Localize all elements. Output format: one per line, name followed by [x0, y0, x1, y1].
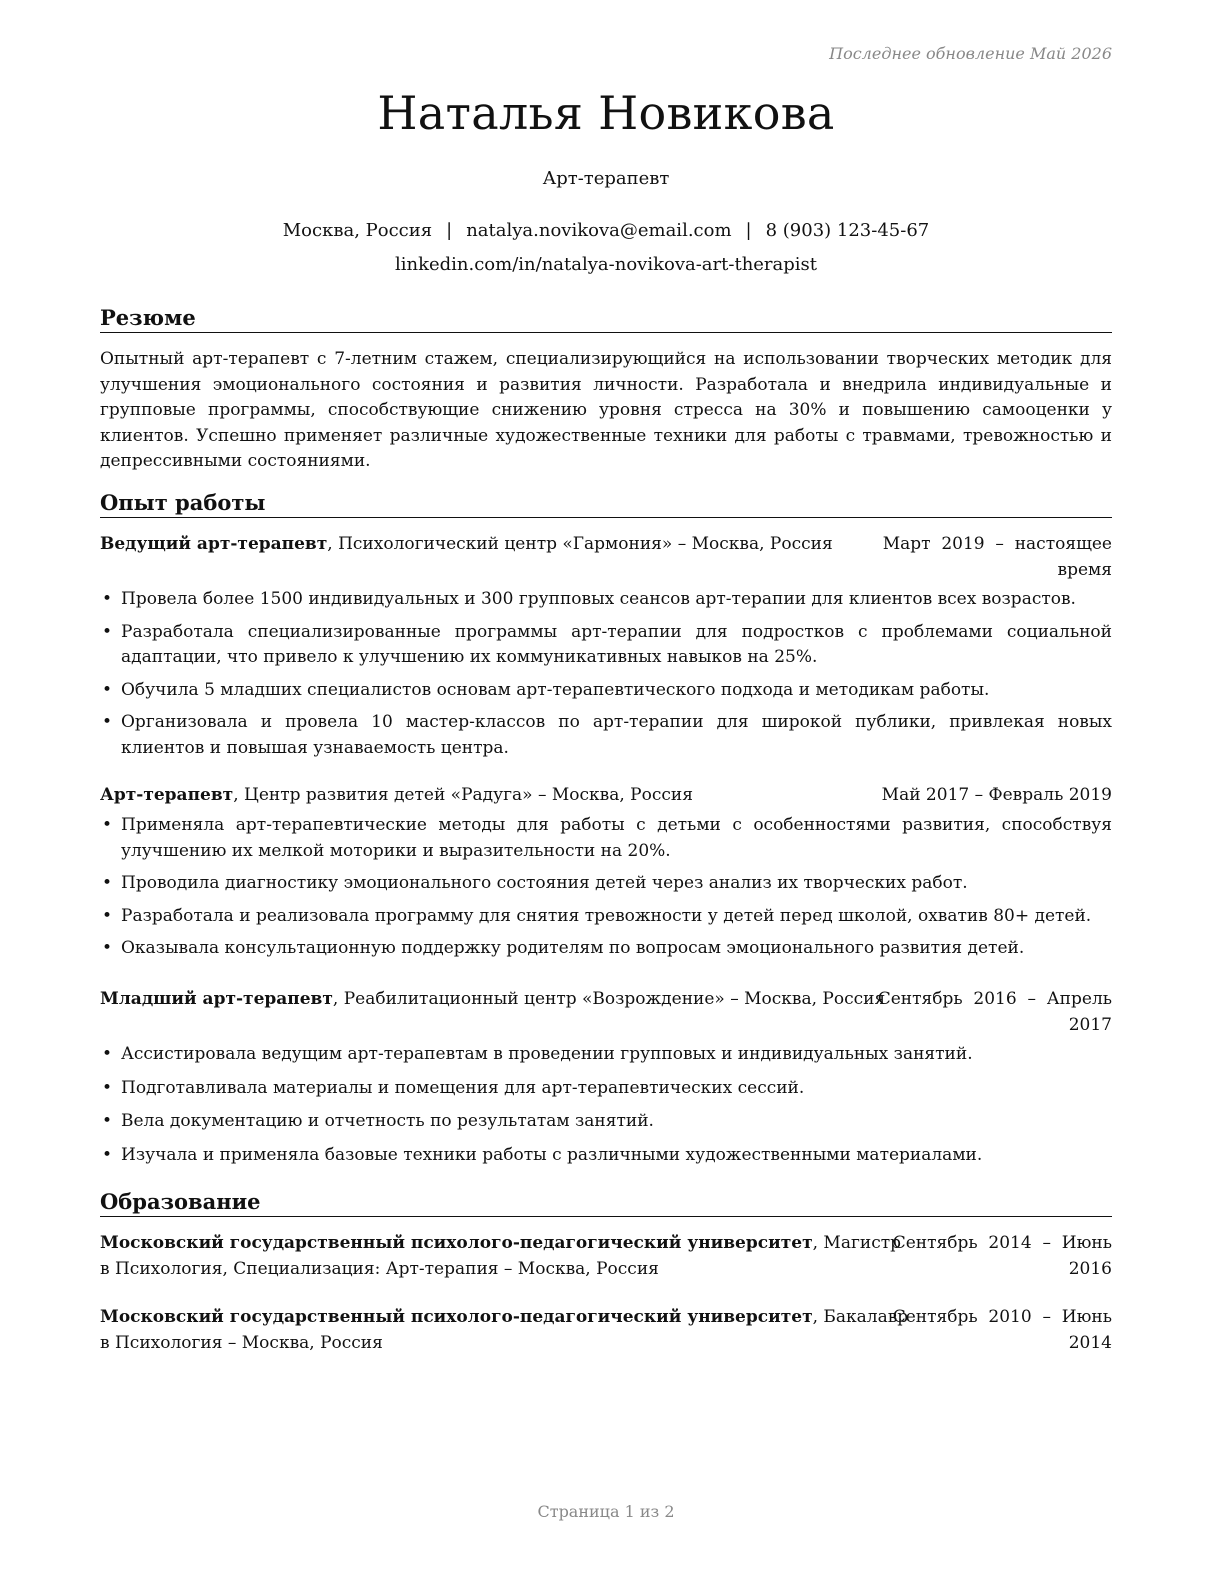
job-bullets — [100, 1042, 1112, 1168]
job-org: , Психологический центр «Гармония» – Москва, Россия — [327, 534, 833, 554]
education-dates — [893, 1231, 1112, 1282]
contact-line — [100, 220, 1112, 241]
job-dates-line: Май 2017 – Февраль 2019 — [881, 785, 1112, 805]
job-dates-line: 2017 — [1068, 1014, 1112, 1035]
job-dates-line: время — [1057, 559, 1112, 580]
education-dates-line: Сентябрь 2010 – Июнь — [892, 1307, 1112, 1327]
job-role-org — [100, 532, 833, 558]
job-header — [100, 987, 1112, 1039]
person-name: Наталья Новикова — [377, 86, 835, 140]
list-item: • Вела документацию и отчетность по результатам занятий. — [100, 1109, 1112, 1135]
job-role: Ведущий арт-терапевт — [100, 534, 328, 554]
list-item: • Провела более 1500 индивидуальных и 300 групповых сеансов арт-терапии для клиентов всех возрастов. — [100, 587, 1112, 613]
summary-text: Опытный арт-терапевт с 7-летним стажем, специализирующийся на использовании творческих методик для улучшения эмоционального состояния и развития личности. Разработала и внедрила индивидуальные и групповые программы, способствующие снижению уровня стресса на 30% и повышению самооценки у клиентов. Успешно применяет различные художественные техники для работы с травмами, тревожностью и депрессивными состояниями. — [100, 349, 1112, 471]
job-dates — [878, 987, 1112, 1038]
job-bullets — [100, 813, 1112, 962]
separator: | — [446, 220, 453, 241]
list-item: • Применяла арт-терапевтические методы для работы с детьми с особенностями развития, способствуя улучшению их мелкой моторики и выразительности на 20%. — [100, 813, 1112, 864]
job-dates — [882, 783, 1112, 809]
education-dates-line: 2014 — [1068, 1332, 1112, 1353]
job-dates — [883, 532, 1112, 583]
job-bullets — [100, 587, 1112, 761]
list-item: • Ассистировала ведущим арт-терапевтам в проведении групповых и индивидуальных занятий. — [100, 1042, 1112, 1068]
job-title: Арт-терапевт — [542, 168, 670, 189]
education-line — [100, 1305, 980, 1331]
education-field: в Психология – Москва, Россия — [100, 1332, 383, 1353]
list-item: • Подготавливала материалы и помещения для арт-терапевтических сессий. — [100, 1076, 1112, 1102]
separator: | — [745, 220, 752, 241]
education-dates — [893, 1305, 1112, 1356]
location: Москва, Россия — [282, 220, 433, 241]
job-role-org — [100, 783, 693, 809]
job-role-org — [100, 987, 885, 1013]
school-name: Московский государственный психолого-педагогический университет — [100, 1233, 813, 1253]
degree: , Магистр — [812, 1233, 902, 1253]
page-number: Страница 1 из 2 — [537, 1502, 675, 1521]
education-line — [100, 1231, 980, 1257]
list-item: • Оказывала консультационную поддержку родителям по вопросам эмоционального развития детей. — [100, 936, 1112, 962]
resume-page — [100, 0, 1112, 1584]
list-item: • Разработала специализированные программы арт-терапии для подростков с проблемами социальной адаптации, что привело к улучшению их коммуникативных навыков на 25%. — [100, 620, 1112, 671]
job-dates-line: Март 2019 – настоящее — [882, 534, 1112, 554]
list-item: • Организовала и провела 10 мастер-классов по арт-терапии для широкой публики, привлекая новых клиентов и повышая узнаваемость центра. — [100, 710, 1112, 761]
job-org: , Центр развития детей «Радуга» – Москва, Россия — [233, 785, 693, 805]
education-field: в Психология, Специализация: Арт-терапия – Москва, Россия — [100, 1258, 659, 1279]
phone-number: 8 (903) 123-45-67 — [765, 220, 930, 241]
job-role: Младший арт-терапевт — [100, 989, 333, 1009]
list-item: • Обучила 5 младших специалистов основам арт-терапевтического подхода и методикам работы. — [100, 678, 1112, 704]
education-dates-line: Сентябрь 2014 – Июнь — [892, 1233, 1112, 1253]
email-link[interactable]: natalya.novikova@email.com — [466, 220, 732, 241]
education-heading: Образование — [100, 1189, 1112, 1217]
linkedin-link[interactable]: linkedin.com/in/natalya-novikova-art-therapist — [394, 254, 818, 275]
job-org: , Реабилитационный центр «Возрождение» – Москва, Россия — [332, 989, 886, 1009]
school-name: Московский государственный психолого-педагогический университет — [100, 1307, 813, 1327]
job-header — [100, 783, 1112, 809]
experience-heading: Опыт работы — [100, 490, 1112, 518]
job-dates-line: Сентябрь 2016 – Апрель — [877, 989, 1112, 1009]
list-item: • Проводила диагностику эмоционального состояния детей через анализ их творческих работ. — [100, 871, 1112, 897]
education-dates-line: 2016 — [1068, 1258, 1112, 1279]
education-entry — [100, 1231, 980, 1282]
job-header — [100, 532, 1112, 584]
degree: , Бакалавр — [812, 1307, 909, 1327]
list-item: • Разработала и реализовала программу для снятия тревожности у детей перед школой, охватив 80+ детей. — [100, 904, 1112, 930]
list-item: • Изучала и применяла базовые техники работы с различными художественными материалами. — [100, 1143, 1112, 1169]
last-updated: Последнее обновление Май 2026 — [829, 44, 1112, 63]
job-role: Арт-терапевт — [100, 785, 234, 805]
summary-heading: Резюме — [100, 305, 1112, 333]
education-entry — [100, 1305, 980, 1356]
